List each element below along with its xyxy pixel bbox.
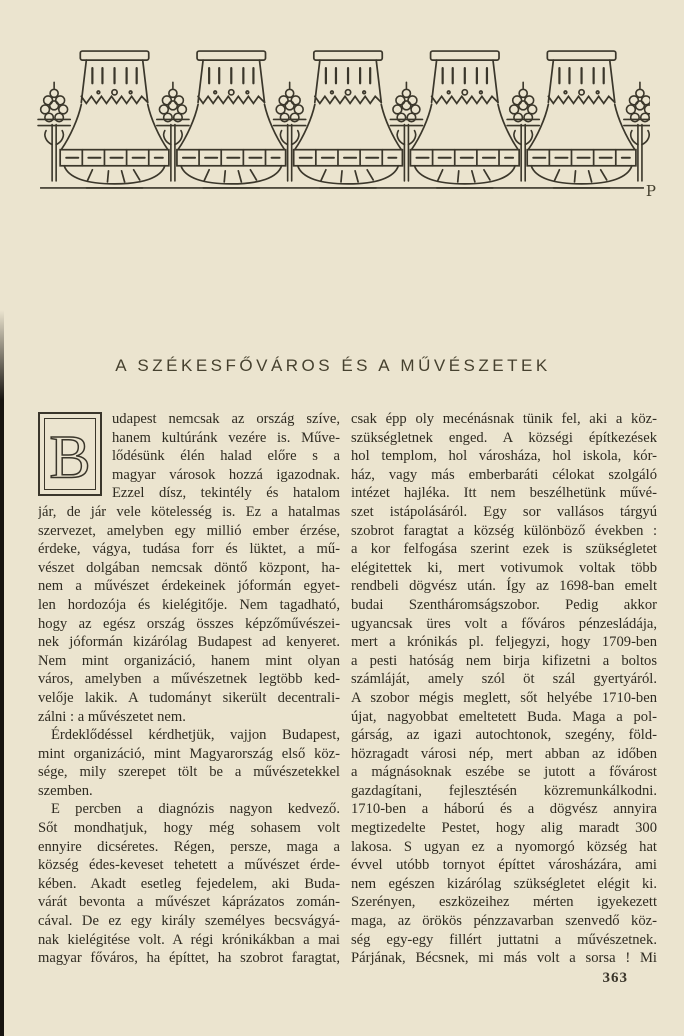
text-line: magyar városok hozzá igazodnak. [112,466,340,483]
text-line: érdeke, vágya, tudása forr és lüktet, a mű- [38,541,340,558]
dropcap-initial-frame [38,412,102,496]
text-line: szemben. [38,782,93,799]
text-line: E percben a diagnózis nagyon kedvező. [51,801,340,818]
text-line: szervezet, amelyben egy millió ember érzése, [38,522,340,539]
dropcap-letter-icon [40,414,100,494]
text-line: évvel utóbb tornyot építtet városházára, ami [351,857,657,874]
text-line: nek jóformán kizárólag Budapest ad kenyeret. [38,634,340,651]
text-line: Sőt mondhatjuk, hogy még sohasem volt [38,820,340,837]
text-line: gazdagítani, fejlesztésén közremunkálkodni. [351,782,657,799]
dropcap-letter: B [49,423,91,492]
text-line: lődésünk élén halad előre s a [112,448,340,465]
text-line: sége, mily szerepet tölt be a művészetekkel [38,764,340,781]
text-line: Párjának, Bécsnek, mi más volt a sorsa ! Mi [351,950,657,967]
text-line: Nem mint organizáció, hanem mint olyan [38,652,340,669]
text-line: cával. De ez egy király személyes becsvágyá- [38,913,340,930]
text-column-left [38,410,340,968]
text-line: ennyire dicséretes. Régen, persze, maga a [38,838,340,855]
text-line: kében. Akadt esetleg fejedelem, aki Buda- [38,875,340,892]
text-line: gárság, az igazi autochtonok, szegény, föld- [351,727,657,744]
vase-frieze-illustration [34,48,650,194]
text-line: vészet dolgában nemcsak döntő központ, ha- [38,559,340,576]
text-line: lakosa. S ugyan ez a nyomorgó község hat [351,838,657,855]
text-line: nak kielégitése volt. A régi krónikákban a mai [38,931,340,948]
text-line: várát bevonta a művészet káprázatos zomán- [38,894,340,911]
text-line: hanem kultúránk vezére is. Műve- [112,429,340,446]
text-line: ugyancsak üres volt a főváros pénzesládája, [351,615,657,632]
text-line: jár, de jár vele kötelesség is. Ez a hatalmas [38,503,340,520]
text-line: város, amelyben a művészetnek legtöbb ked- [38,671,340,688]
text-line: szükségletnek enged. A községi építkezések [351,429,657,446]
text-line: mint organizáció, mint Magyarország első köz- [38,745,340,762]
text-line: szet istápolásáról. Egy sor vallásos tárgyú [351,503,657,520]
artist-monogram: P [645,182,656,200]
text-line: megtizedelte Pestet, hogy alig maradt 300 [351,820,657,837]
header-ornament-frieze [34,48,656,200]
text-line: maga, az örökös pénzzavarban szenvedő köz- [351,913,657,930]
text-line: intézet hajléka. Itt nem beszélhetünk művé- [351,485,657,502]
text-line: hol templom, hol városháza, hol iskola, kór- [351,448,657,465]
text-line: nem egészen kizárólag szükségletet elégit ki. [351,875,657,892]
text-line: Szerényen, eszközeihez mérten igyekezett [351,894,657,911]
text-line: hözragadt városi nép, mert abban az időben [351,745,657,762]
text-line: budai Szentháromságszobor. Pedig akkor [351,596,657,613]
text-line: a kor felfogása szerint ezek is szükségletet [351,541,657,558]
text-line: A szobor mégis meglett, sőt helyébe 1710-ben [351,689,657,706]
text-line: újat, nagyobbat emeltetett Buda. Maga a pol- [351,708,657,725]
text-line: 1710-ben a háború és a dögvész annyira [351,801,657,818]
text-line: ség egy-egy fillért juttatni a művészetnek. [351,931,657,948]
article-body [38,410,657,968]
scan-gutter-shadow [0,310,4,1036]
text-line: szobrot faragtat a község különböző években : [351,522,657,539]
text-line: mert a krónikás pl. feljegyzi, hogy 1709-ben [351,634,657,651]
article-title: A SZÉKESFŐVÁROS ÉS A MŰVÉSZETEK [115,356,551,375]
text-line: község édes-keveset tehetett a művészet érde- [38,857,340,874]
right-column-lines [351,410,657,968]
text-line: zálni : a művészetet nem. [38,708,186,725]
text-line: csak épp oly mecénásnak tünik fel, aki a köz- [351,411,657,427]
text-line: len hordozója és kielégitője. Nem tagadható, [38,596,340,613]
text-line: elégitettek ki, mert votivumok voltak több [351,559,657,576]
text-line: hogy az egész ország összes képzőművészei- [38,615,340,632]
text-line: nem a művészet érdekeinek jóformán egyet- [38,578,340,595]
text-line: udapest nemcsak az ország szíve, [112,411,340,427]
text-line: rendbeli dögvész után. Így az 1698-ban emelt [351,578,657,595]
text-line: velője lakik. A tudományt sikerült decentrali- [38,689,340,706]
text-line: számláját, amely szól öt szál gyertyáról. [351,671,657,688]
text-line: a pesti hatóság nem birja kifizetni a boltos [351,652,657,669]
text-line: Érdeklődéssel kérdhetjük, vajjon Budapest, [51,727,340,744]
text-line: magyar főváros, ha építtet, ha szobrot faragtat, [38,950,340,967]
page-number: 363 [602,970,628,986]
text-line: ház, vagy más emberbaráti célokat szolgáló [351,466,657,483]
text-line: a mágnásoknak eszébe se jutott a fővárost [351,764,657,781]
text-line: Ezzel dísz, tekintély és hatalom [112,485,340,502]
text-column-right [351,410,657,968]
